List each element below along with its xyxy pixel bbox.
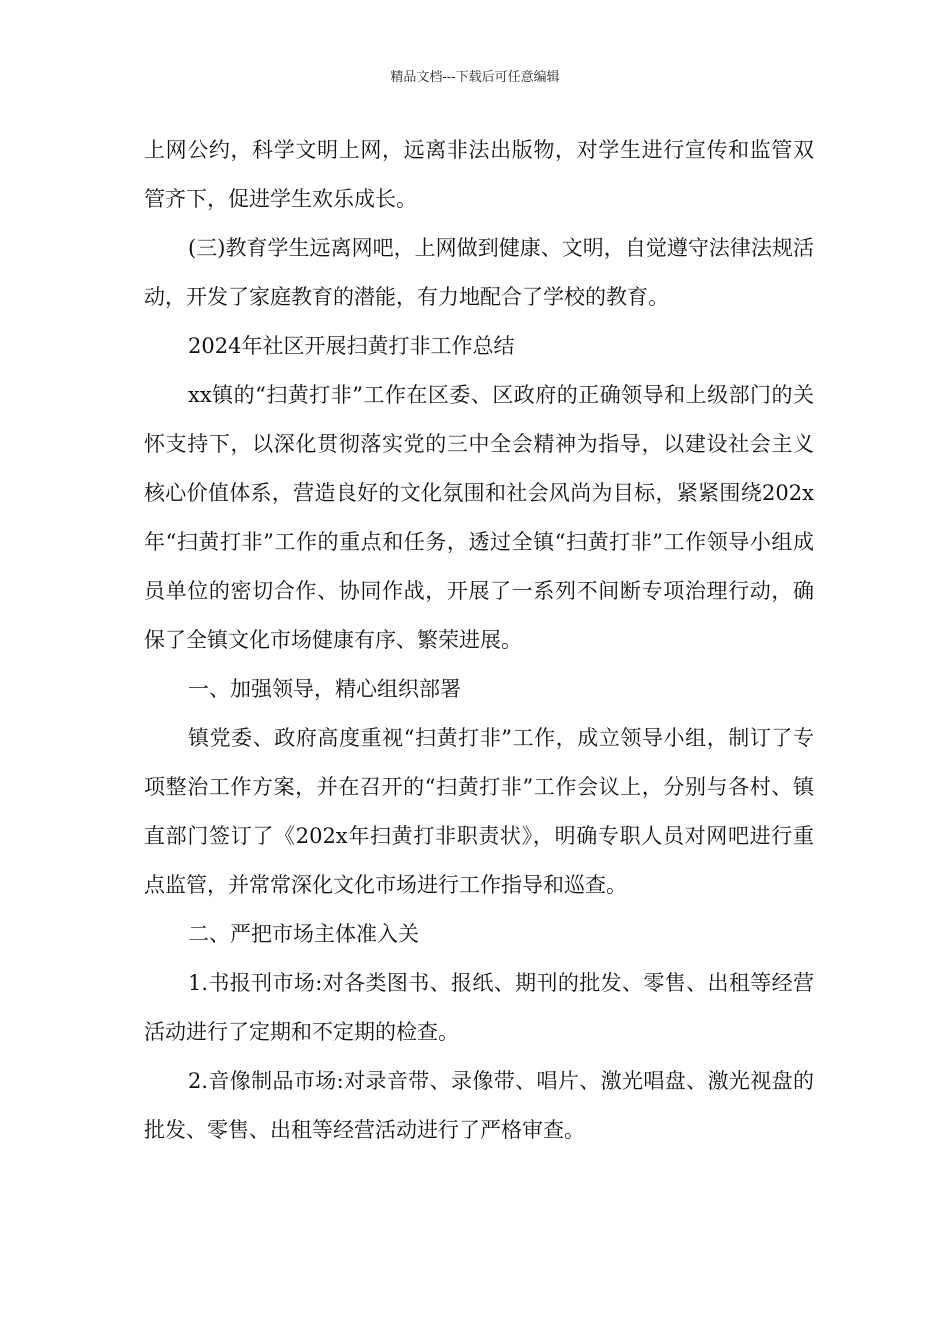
paragraph: (三)教育学生远离网吧，上网做到健康、文明，自觉遵守法律法规活动，开发了家庭教育的潜能，有力地配合了学校的教育。: [144, 236, 814, 309]
paragraph: 镇党委、政府高度重视“扫黄打非”工作，成立领导小组，制订了专项整治工作方案，并在召开的“扫黄打非”工作会议上，分别与各村、镇直部门签订了《202x年扫黄打非职责状》，明确专职人员对网吧进行重点监管，并常常深化文化市场进行工作指导和巡查。: [144, 726, 814, 897]
page-header: 精品文档---下载后可任意编辑: [390, 70, 560, 85]
document-body: [144, 126, 814, 1155]
paragraph: 上网公约，科学文明上网，远离非法出版物，对学生进行宣传和监管双管齐下，促进学生欢乐成长。: [144, 138, 814, 211]
section-heading: 一、加强领导，精心组织部署: [188, 677, 461, 701]
list-item: 2.音像制品市场:对录音带、录像带、唱片、激光唱盘、激光视盘的批发、零售、出租等经营活动进行了严格审查。: [144, 1069, 814, 1142]
section-title: 2024年社区开展扫黄打非工作总结: [188, 334, 515, 358]
paragraph: xx镇的“扫黄打非”工作在区委、区政府的正确领导和上级部门的关怀支持下，以深化贯彻落实党的三中全会精神为指导，以建设社会主义核心价值体系，营造良好的文化氛围和社会风尚为目标，紧紧围绕202x年“扫黄打非”工作的重点和任务，透过全镇“扫黄打非”工作领导小组成员单位的密切合作、协同作战，开展了一系列不间断专项治理行动，确保了全镇文化市场健康有序、繁荣进展。: [144, 383, 814, 652]
section-heading: 二、严把市场主体准入关: [188, 922, 419, 946]
list-item: 1.书报刊市场:对各类图书、报纸、期刊的批发、零售、出租等经营活动进行了定期和不定期的检查。: [144, 971, 814, 1044]
